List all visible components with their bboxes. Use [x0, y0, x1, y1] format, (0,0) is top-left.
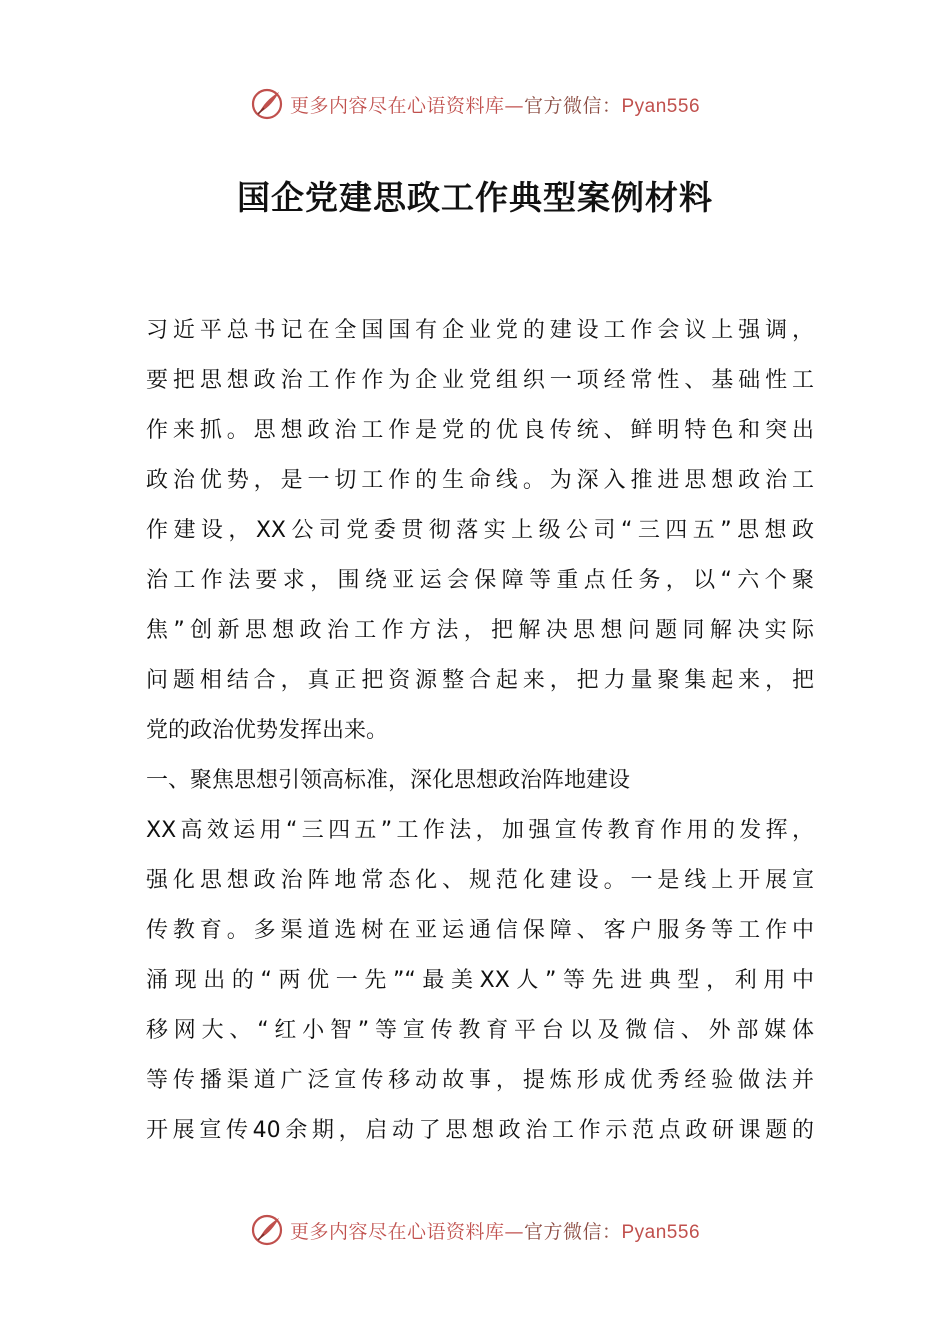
body-line: 作来抓。思想政治工作是党的优良传统、鲜明特色和突出: [146, 418, 814, 443]
body-line: 移网大、“红小智”等宣传教育平台以及微信、外部媒体: [146, 1018, 814, 1043]
document-body: [146, 306, 814, 1156]
watermark-official-label: 官方微信：: [523, 1220, 622, 1243]
body-line: 治工作法要求，围绕亚运会保障等重点任务，以“六个聚: [146, 568, 814, 593]
quill-logo-icon: [250, 87, 284, 121]
quill-logo-icon: [250, 1213, 284, 1247]
watermark-official-label: 官方微信：: [523, 94, 622, 117]
body-line: 作建设，XX公司党委贯彻落实上级公司“三四五”思想政: [146, 518, 814, 543]
watermark-wechat-id: Pyan556: [621, 1221, 701, 1243]
body-line: 强化思想政治阵地常态化、规范化建设。一是线上开展宣: [146, 868, 814, 893]
watermark-banner-bottom: [0, 1210, 950, 1250]
watermark-wechat-id: Pyan556: [621, 95, 701, 117]
watermark-dash: —: [504, 94, 524, 117]
section-heading: 一、聚焦思想引领高标准，深化思想政治阵地建设: [146, 768, 631, 793]
body-line: 习近平总书记在全国国有企业党的建设工作会议上强调，: [146, 318, 814, 343]
document-title: 国企党建思政工作典型案例材料: [237, 178, 713, 217]
watermark-banner-top: [0, 84, 950, 124]
body-line: 等传播渠道广泛宣传移动故事，提炼形成优秀经验做法并: [146, 1068, 814, 1093]
body-line: 传教育。多渠道选树在亚运通信保障、客户服务等工作中: [146, 918, 814, 943]
body-line: 党的政治优势发挥出来。: [146, 718, 389, 743]
body-line: 涌现出的“两优一先”“最美XX人”等先进典型，利用中: [146, 968, 814, 993]
body-line: 焦”创新思想政治工作方法，把解决思想问题同解决实际: [146, 618, 814, 643]
body-line: 政治优势，是一切工作的生命线。为深入推进思想政治工: [146, 468, 814, 493]
body-line: 要把思想政治工作作为企业党组织一项经常性、基础性工: [146, 368, 814, 393]
body-line: 问题相结合，真正把资源整合起来，把力量聚集起来，把: [146, 668, 814, 693]
watermark-main-text: 更多内容尽在心语资料库: [289, 1220, 505, 1243]
body-line: 开展宣传40余期，启动了思想政治工作示范点政研课题的: [146, 1118, 814, 1143]
watermark-main-text: 更多内容尽在心语资料库: [289, 94, 505, 117]
body-line: XX高效运用“三四五”工作法，加强宣传教育作用的发挥，: [146, 818, 814, 843]
watermark-dash: —: [504, 1220, 524, 1243]
